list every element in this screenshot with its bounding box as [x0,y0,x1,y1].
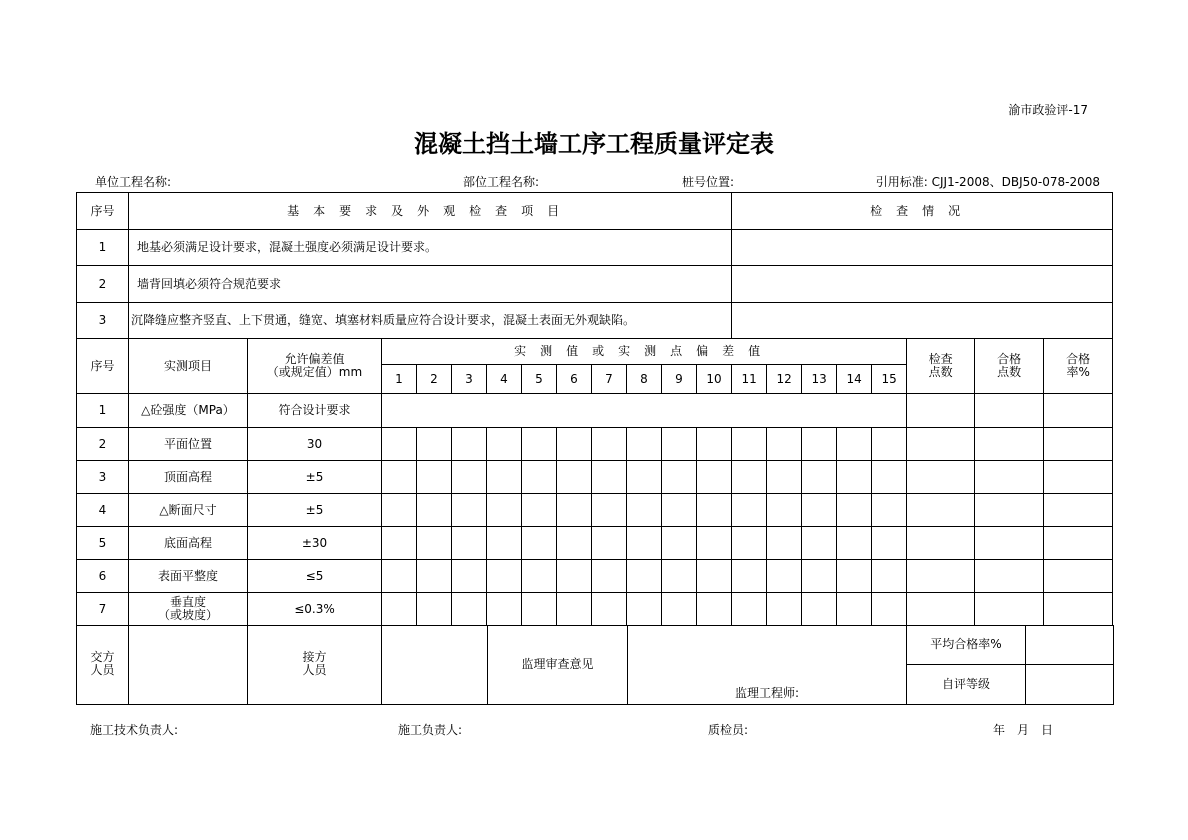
measure-item: △砼强度（MPa） [129,394,248,428]
basic-seq: 3 [77,303,129,339]
measured-value-cell[interactable] [662,593,697,626]
item-line: 垂直度 [169,595,206,609]
header-line: 检查 [928,352,953,366]
pass-rate-cell[interactable] [1044,494,1113,527]
measured-value-cell[interactable] [557,593,592,626]
measured-value-cell[interactable] [592,494,627,527]
form-code: 渝市政验评-17 [1008,103,1088,117]
measured-value-cell[interactable] [452,494,487,527]
avg-pass-rate-value[interactable] [1026,625,1114,664]
measured-value-cell[interactable] [837,428,872,461]
measured-value-cell[interactable] [802,461,837,494]
measured-value-cell[interactable] [732,593,767,626]
pass-rate-cell[interactable] [1044,428,1113,461]
hand-over-label [77,625,129,704]
measure-row [77,494,1113,527]
basic-seq: 2 [77,266,129,303]
measured-value-cell[interactable] [767,527,802,560]
measured-value-cell[interactable] [522,560,557,593]
check-status-header: 检查情况 [732,193,1113,230]
point-header: 9 [662,365,697,394]
measured-value-cell[interactable] [557,560,592,593]
measured-value-cell[interactable] [872,560,907,593]
measured-value-cell[interactable] [662,527,697,560]
pass-count-cell[interactable] [975,461,1044,494]
check-count-cell[interactable] [907,394,975,428]
tolerance-value: 符合设计要求 [248,394,382,428]
check-count-cell[interactable] [907,560,975,593]
measured-value-cell[interactable] [837,593,872,626]
check-status-cell[interactable] [732,230,1113,266]
header-line: 合格 [997,352,1022,366]
measured-value-cell[interactable] [592,461,627,494]
measure-row [77,394,1113,428]
tolerance-value: ±5 [248,494,382,527]
measured-value-cell[interactable] [452,593,487,626]
pass-rate-header [1044,339,1113,394]
measured-value-cell[interactable] [732,494,767,527]
measure-item [129,593,248,626]
measured-value-cell[interactable] [767,494,802,527]
pass-rate-cell[interactable] [1044,560,1113,593]
measured-value-cell[interactable] [452,428,487,461]
construction-lead-label: 施工负责人: [398,723,463,737]
point-header: 6 [557,365,592,394]
measured-value-cell[interactable] [627,428,662,461]
measured-value-cell[interactable] [382,527,417,560]
measured-value-cell[interactable] [837,461,872,494]
measured-value-cell[interactable] [382,461,417,494]
check-count-cell[interactable] [907,527,975,560]
measured-value-cell[interactable] [802,527,837,560]
measure-row [77,428,1113,461]
check-count-cell[interactable] [907,461,975,494]
measured-value-cell[interactable] [837,560,872,593]
point-header: 15 [872,365,907,394]
measured-value-cell[interactable] [697,593,732,626]
tolerance-header-line1: 允许偏差值 [284,352,345,366]
label-line: 交方 [90,650,115,665]
receive-label [248,625,382,704]
measured-value-cell[interactable] [872,428,907,461]
measured-value-cell[interactable] [522,461,557,494]
measured-value-cell[interactable] [522,494,557,527]
measured-value-cell[interactable] [487,494,522,527]
measured-value-cell[interactable] [872,461,907,494]
tech-lead-label: 施工技术负责人: [90,723,179,737]
unit-project-label: 单位工程名称: [95,175,172,189]
measured-value-cell[interactable] [802,593,837,626]
measure-seq: 4 [77,494,129,527]
measure-row [77,560,1113,593]
point-header: 1 [382,365,417,394]
measured-value-cell[interactable] [697,527,732,560]
measured-value-cell[interactable] [417,428,452,461]
pass-count-cell[interactable] [975,428,1044,461]
point-header: 3 [452,365,487,394]
measured-value-cell[interactable] [872,593,907,626]
measure-seq: 3 [77,461,129,494]
measure-row [77,461,1113,494]
check-status-cell[interactable] [732,266,1113,303]
measured-value-cell[interactable] [802,428,837,461]
basic-items-header: 基本要求及外观检查项目 [129,193,732,230]
measured-value-cell[interactable] [417,593,452,626]
measure-seq: 7 [77,593,129,626]
check-count-cell[interactable] [907,428,975,461]
basic-seq-header: 序号 [77,193,129,230]
measure-item: 底面高程 [129,527,248,560]
item-line: （或坡度） [157,608,218,622]
supervision-opinion-label: 监理审查意见 [488,625,628,704]
measured-value-cell[interactable] [697,428,732,461]
measured-value-cell[interactable] [627,494,662,527]
measured-value-cell[interactable] [557,461,592,494]
measured-value-cell[interactable] [697,560,732,593]
point-header: 10 [697,365,732,394]
page-title: 混凝土挡土墙工序工程质量评定表 [414,129,774,158]
receive-signature[interactable] [382,625,488,704]
measured-value-cell[interactable] [382,394,907,428]
hand-over-signature[interactable] [129,625,248,704]
measured-value-cell[interactable] [417,527,452,560]
measure-seq: 6 [77,560,129,593]
basic-requirement: 墙背回填必须符合规范要求 [129,266,732,303]
measured-value-cell[interactable] [627,560,662,593]
measured-value-cell[interactable] [382,494,417,527]
measured-value-cell[interactable] [732,560,767,593]
measured-values-header: 实测值或实测点偏差值 [382,339,907,365]
pile-position-label: 桩号位置: [682,175,735,189]
measured-value-cell[interactable] [697,494,732,527]
tolerance-value: ≤5 [248,560,382,593]
tolerance-header [248,339,382,394]
measured-value-cell[interactable] [487,593,522,626]
pass-rate-cell[interactable] [1044,394,1113,428]
header-line: 率% [1066,365,1090,379]
measured-value-cell[interactable] [767,461,802,494]
tolerance-value: 30 [248,428,382,461]
measured-value-cell[interactable] [452,527,487,560]
measured-value-cell[interactable] [767,428,802,461]
measured-value-cell[interactable] [557,428,592,461]
measure-seq: 2 [77,428,129,461]
tolerance-value: ≤0.3% [248,593,382,626]
pass-rate-cell[interactable] [1044,593,1113,626]
measured-value-cell[interactable] [662,428,697,461]
measured-value-cell[interactable] [662,494,697,527]
basic-requirement: 沉降缝应整齐竖直、上下贯通，缝宽、填塞材料质量应符合设计要求，混凝土表面无外观缺陷。 [129,303,732,339]
check-count-cell[interactable] [907,494,975,527]
measured-value-cell[interactable] [767,593,802,626]
measured-value-cell[interactable] [627,593,662,626]
basic-requirement: 地基必须满足设计要求，混凝土强度必须满足设计要求。 [129,230,732,266]
measured-value-cell[interactable] [767,560,802,593]
date-label: 年 月 日 [993,723,1054,737]
self-grade-label: 自评等级 [907,664,1026,704]
measured-value-cell[interactable] [592,560,627,593]
measured-value-cell[interactable] [487,560,522,593]
check-count-cell[interactable] [907,593,975,626]
measured-value-cell[interactable] [872,527,907,560]
measured-value-cell[interactable] [382,428,417,461]
point-header: 2 [417,365,452,394]
measured-value-cell[interactable] [872,494,907,527]
measure-item: 表面平整度 [129,560,248,593]
measured-value-cell[interactable] [592,593,627,626]
measure-item: 顶面高程 [129,461,248,494]
tolerance-value: ±30 [248,527,382,560]
point-header: 13 [802,365,837,394]
measure-item: △断面尺寸 [129,494,248,527]
measured-value-cell[interactable] [732,461,767,494]
measured-value-cell[interactable] [522,428,557,461]
point-header: 12 [767,365,802,394]
measured-value-cell[interactable] [627,461,662,494]
label-line: 接方 [302,650,327,665]
pass-count-cell[interactable] [975,494,1044,527]
measure-item-header: 实测项目 [129,339,248,394]
measured-value-cell[interactable] [487,428,522,461]
pass-count-cell[interactable] [975,560,1044,593]
pass-rate-cell[interactable] [1044,527,1113,560]
measured-value-cell[interactable] [627,527,662,560]
inspector-label: 质检员: [708,723,749,737]
measured-value-cell[interactable] [592,527,627,560]
measure-seq: 1 [77,394,129,428]
measure-seq-header: 序号 [77,339,129,394]
measured-value-cell[interactable] [802,494,837,527]
header-line: 点数 [928,365,953,379]
measured-value-cell[interactable] [592,428,627,461]
measured-value-cell[interactable] [417,560,452,593]
pass-count-cell[interactable] [975,394,1044,428]
label-line: 人员 [90,663,115,678]
measured-value-cell[interactable] [662,461,697,494]
measured-value-cell[interactable] [557,527,592,560]
check-status-cell[interactable] [732,303,1113,339]
measure-item: 平面位置 [129,428,248,461]
point-header: 5 [522,365,557,394]
part-project-label: 部位工程名称: [463,175,540,189]
measured-value-cell[interactable] [662,560,697,593]
measured-value-cell[interactable] [417,494,452,527]
supervisor-signature[interactable]: 监理工程师: [628,625,907,704]
point-header: 8 [627,365,662,394]
pass-count-cell[interactable] [975,527,1044,560]
measured-value-cell[interactable] [487,527,522,560]
pass-count-cell[interactable] [975,593,1044,626]
measured-value-cell[interactable] [487,461,522,494]
pass-count-header [975,339,1044,394]
measure-row [77,593,1113,626]
measured-value-cell[interactable] [697,461,732,494]
point-header: 7 [592,365,627,394]
measured-value-cell[interactable] [837,494,872,527]
measured-value-cell[interactable] [382,593,417,626]
avg-pass-rate-label: 平均合格率% [907,625,1026,664]
measured-value-cell[interactable] [732,527,767,560]
measured-value-cell[interactable] [802,560,837,593]
pass-rate-cell[interactable] [1044,461,1113,494]
tolerance-header-line2: （或规定值）mm [266,365,363,379]
measured-value-cell[interactable] [732,428,767,461]
self-grade-value[interactable] [1026,664,1114,704]
header-line: 点数 [997,365,1022,379]
check-count-header [907,339,975,394]
measured-value-cell[interactable] [452,560,487,593]
measured-value-cell[interactable] [522,593,557,626]
point-header: 4 [487,365,522,394]
measured-value-cell[interactable] [837,527,872,560]
measured-value-cell[interactable] [417,461,452,494]
point-header: 14 [837,365,872,394]
tolerance-value: ±5 [248,461,382,494]
measured-value-cell[interactable] [557,494,592,527]
label-line: 人员 [302,663,327,678]
evaluation-table [76,192,1113,626]
header-line: 合格 [1066,352,1091,366]
signature-table [76,625,1114,705]
measured-value-cell[interactable] [452,461,487,494]
basic-seq: 1 [77,230,129,266]
point-header: 11 [732,365,767,394]
measured-value-cell[interactable] [382,560,417,593]
measure-seq: 5 [77,527,129,560]
measured-value-cell[interactable] [522,527,557,560]
measure-row [77,527,1113,560]
reference-standard: 引用标准: CJJ1-2008、DBJ50-078-2008 [875,175,1100,189]
